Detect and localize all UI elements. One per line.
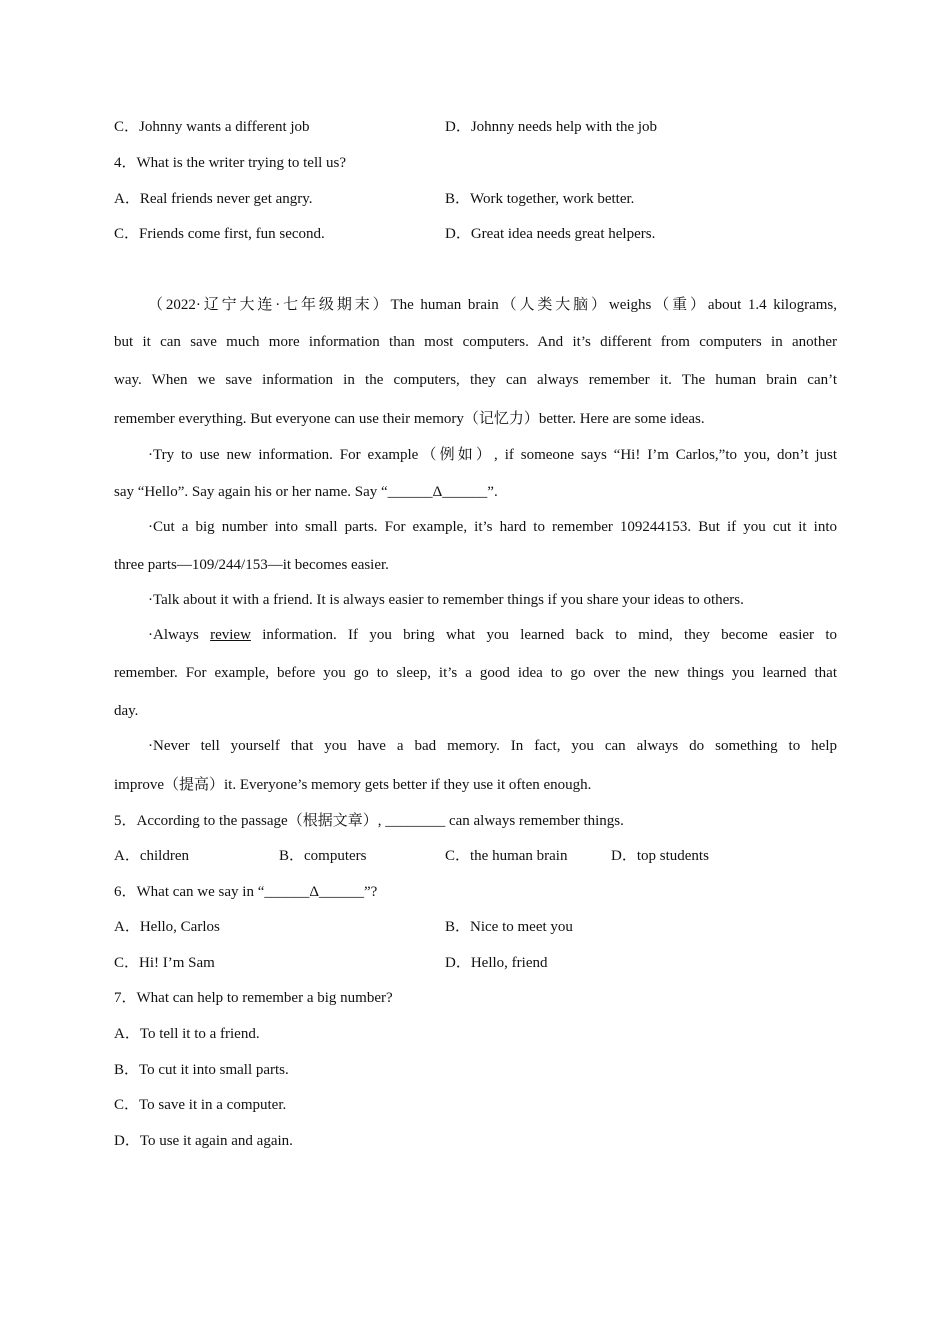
q3-option-d: D．Johnny needs help with the job bbox=[445, 119, 658, 135]
passage-p1-line1: （2022·辽宁大连·七年级期末）The human brain（人类大脑）weighs（重）about 1.4 kilograms, bbox=[148, 297, 837, 313]
q4-option-a: A．Real friends never get angry. bbox=[114, 191, 313, 207]
q5-stem: 5．According to the passage（根据文章）, ________ can always remember things. bbox=[114, 813, 624, 829]
passage-p5-pre: ·Always bbox=[148, 627, 199, 643]
passage-p1-line4: remember everything. But everyone can use their memory（记忆力）better. Here are some ideas. bbox=[114, 411, 705, 427]
q7-stem: 7．What can help to remember a big number? bbox=[114, 990, 393, 1006]
q5-option-c: C．the human brain bbox=[445, 848, 568, 864]
q7-option-d: D．To use it again and again. bbox=[114, 1133, 293, 1149]
q4-option-d: D．Great idea needs great helpers. bbox=[445, 226, 656, 242]
passage-p5-post: information. If you bring what you learned back to mind, they become easier to bbox=[262, 627, 837, 643]
q7-option-b: B．To cut it into small parts. bbox=[114, 1062, 289, 1078]
q6-option-b: B．Nice to meet you bbox=[445, 919, 573, 935]
q7-option-c: C．To save it in a computer. bbox=[114, 1097, 287, 1113]
q6-option-d: D．Hello, friend bbox=[445, 955, 548, 971]
q3-option-c: C．Johnny wants a different job bbox=[114, 119, 310, 135]
passage-p3-line1: ·Cut a big number into small parts. For example, it’s hard to remember 109244153. But if you cut it into bbox=[148, 519, 837, 535]
passage-p1-line2: but it can save much more information than most computers. And it’s different from computers in another bbox=[114, 334, 837, 350]
q5-option-a: A．children bbox=[114, 848, 189, 864]
passage-p2-line1: ·Try to use new information. For example（例如）, if someone says “Hi! I’m Carlos,”to you, don’t just bbox=[148, 447, 837, 463]
q5-option-d: D．top students bbox=[611, 848, 709, 864]
passage-p3-line2: three parts—109/244/153—it becomes easier. bbox=[114, 557, 389, 573]
passage-p1-line3: way. When we save information in the computers, they can always remember it. The human brain can’t bbox=[114, 372, 837, 388]
underlined-word-review: review bbox=[210, 627, 251, 643]
q7-option-a: A．To tell it to a friend. bbox=[114, 1026, 260, 1042]
q6-option-a: A．Hello, Carlos bbox=[114, 919, 220, 935]
passage-p6-line1: ·Never tell yourself that you have a bad memory. In fact, you can always do something to help bbox=[148, 738, 837, 754]
passage-p5-line1 bbox=[148, 625, 837, 645]
q5-option-b: B．computers bbox=[279, 848, 367, 864]
passage-p5-line3: day. bbox=[114, 703, 139, 719]
passage-p4-line1: ·Talk about it with a friend. It is always easier to remember things if you share your ideas to others. bbox=[148, 592, 744, 608]
passage-p5-line2: remember. For example, before you go to sleep, it’s a good idea to go over the new things you learned that bbox=[114, 665, 837, 681]
q6-stem: 6．What can we say in “______Δ______”? bbox=[114, 884, 378, 900]
q6-option-c: C．Hi! I’m Sam bbox=[114, 955, 215, 971]
passage-p6-line2: improve（提高）it. Everyone’s memory gets better if they use it often enough. bbox=[114, 777, 592, 793]
passage-p2-line2: say “Hello”. Say again his or her name. Say “______Δ______”. bbox=[114, 484, 498, 500]
q4-option-c: C．Friends come first, fun second. bbox=[114, 226, 325, 242]
q4-option-b: B．Work together, work better. bbox=[445, 191, 635, 207]
q4-stem: 4．What is the writer trying to tell us? bbox=[114, 155, 347, 171]
